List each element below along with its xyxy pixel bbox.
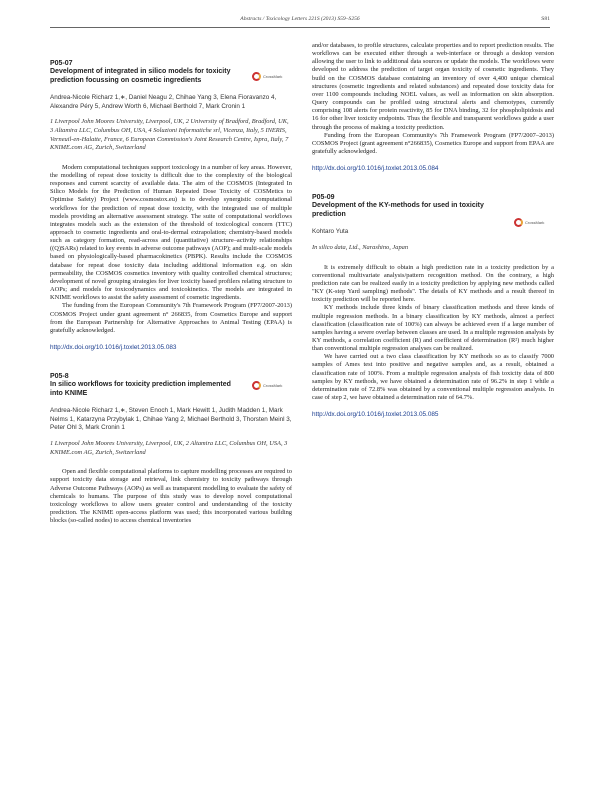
crossmark-label: CrossMark xyxy=(525,219,545,225)
doi-link[interactable]: http://dx.doi.org/10.1016/j.toxlet.2013.05.083 xyxy=(50,344,177,352)
journal-citation: Abstracts / Toxicology Letters 221S (2013) S59–S256 xyxy=(240,16,360,22)
abstract-title: Development of the KY-methods for used in toxicity prediction xyxy=(312,202,484,218)
header-rule xyxy=(50,27,550,28)
crossmark-icon xyxy=(252,381,261,390)
abstract-p05-07 xyxy=(50,60,292,351)
abstract-p05-8 xyxy=(50,373,292,525)
paragraph: Funding from the European Community's 7th Framework Program (FP7/2007–2013) COSMOS Project (grant agreement n°266835), Cosmetics Europe and support from EPAA are gratefully acknowledged. xyxy=(312,131,554,156)
paragraph: Open and flexible computational platforms to capture modelling processes are required to support toxicity data storage and retrieval, link chemistry to toxicity pathways through Adverse Outcome Pathways (AOPs) as well as transparent modelling to evaluate the safety of chemicals to humans. The purpose of this study was to develop novel computational toxicology workflows to allow users greater control and understanding of the toxicity prediction. The KNIME open-access platform was used; this incorporated various building blocks (so-called nodes) to access chemical inventories xyxy=(50,468,292,525)
author-list: Kohtaro Yuta xyxy=(312,228,349,236)
crossmark-label: CrossMark xyxy=(263,73,283,79)
abstract-code: P05-09 xyxy=(312,194,335,202)
crossmark-label: CrossMark xyxy=(263,382,283,388)
paragraph: We have carried out a two class classification by KY methods so as to classify 7000 samples of Ames test into positive and negative samples and, as a result, obtained a classification rate of 100%. From a multiple regression analysis of fish toxicity data of 800 samples by KY methods, we have obtained a determination rate of 96.2% in step 1 while a determination rate of 72.8% was obtained by a conventional multiple regression analysis. In case of step 2, we have obtained a determination rate of 64.7%. xyxy=(312,353,554,402)
crossmark-badge[interactable] xyxy=(252,70,290,82)
continued-abstract-body xyxy=(312,42,554,156)
left-column xyxy=(50,34,292,534)
abstract-code: P05-07 xyxy=(50,60,73,67)
abstract-code: P05-8 xyxy=(50,373,69,381)
paragraph: Modern computational techniques support toxicology in a number of key areas. However, the modelling of repeat dose toxicity is difficult due to the complexity of the biological responses and current scarcity of available data. The aim of the COSMOS (Integrated In Silico Models for the Prediction of Human Repeated Dose Toxicity of COSMetics to Optimise Safety) Project (www.cosmostox.eu) is to develop synergistic computational workflows for the prediction of repeat dose toxicity, with the integrated use of multiple models providing an alternative assessment strategy. The suite of computational workflows integrates models such as the extension of the threshold of toxicological concern (TTC) approach to cosmetic ingredients and oral-to-dermal extrapolation; chemistry-based models such as category formation, read-across and (quantitative) structure–activity relationships ((Q)SARs) related to key events in adverse outcome pathways (AOP); and multi-scale models based on physiologically-based pharmacokinetics (PBPK). Results include the COSMOS database for repeat dose toxicity data including additional information e.g. on skin permeability, the COSMOS cosmetics inventory with quality controlled chemical structures; development of novel grouping strategies for liver toxicity based profilers relating structure to AOPs; and models for toxicodynamics and toxicokinetics. The models are integrated in KNIME workflows to assist the safety assessment of cosmetic ingredients. xyxy=(50,163,292,302)
page-number: S81 xyxy=(541,16,550,22)
affiliations: 1 Liverpool John Moores University, Liverpool, UK, 2 Altamira LLC, Columbus OH, USA, 3 KNIME.com AG, Zurich, Switzerland xyxy=(50,440,288,456)
abstract-title: Development of integrated in silico models for toxicity prediction focussing on cosmetic ingredients xyxy=(50,68,231,84)
doi-link[interactable]: http://dx.doi.org/10.1016/j.toxlet.2013.05.084 xyxy=(312,165,439,173)
affiliations: 1 Liverpool John Moores University, Liverpool, UK, 2 University of Bradford, Bradford, UK, 3 Altamira LLC, Columbus OH, USA, 4 Soluzioni Informatiche srl, Vicenza, Italy, 5 INERIS, Verneuil-en-Halatte, France, 6 European Commission's Joint Research Centre, Ispra, Italy, 7 KNIME.com AG, Zurich, Switzerland xyxy=(50,118,289,152)
doi-link[interactable]: http://dx.doi.org/10.1016/j.toxlet.2013.05.085 xyxy=(312,411,439,419)
abstract-body xyxy=(50,468,292,525)
paragraph: The funding from the European Community's 7th Framework Program (FP7/2007-2013) COSMOS Project under grant agreement n° 266835, from Cosmetics Europe and support from the European Partnership for Alternative Approaches to Animal Testing (EPAA) is gratefully acknowledged. xyxy=(50,302,292,334)
paragraph: It is extremely difficult to obtain a high prediction rate in a toxicity prediction by a conventional multivariate analysis/pattern recognition method. On the contrary, a high prediction rate can be realized easily in a toxicity prediction by applying new methods called "KY (K-step Yard sampling) methods". The details of KY methods and a result thereof in toxicity prediction will be reported here. xyxy=(312,263,554,304)
crossmark-icon xyxy=(252,72,261,81)
abstract-title: In silico workflows for toxicity prediction implemented into KNIME xyxy=(50,381,231,397)
author-list: Andrea-Nicole Richarz 1,∗, Steven Enoch 1, Mark Hewitt 1, Judith Madden 1, Mark Nelms 1, Katarzyna Przybylak 1, Chihae Yang 2, Michael Berthold 3, Thorsten Meinl 3, Peter Ohl 3, Mark Cronin 1 xyxy=(50,407,292,432)
abstract-body xyxy=(50,164,292,335)
paragraph: KY methods include three kinds of binary classification methods and three kinds of multiple regression methods. In a binary classification by KY methods, almost a perfect classification (classification rate of 100%) can always be achieved even if a large number of samples having a severe overlap between classes are used. In a multiple regression analysis by KY methods, a correlation coefficient (R) and coefficient of determination (R²) much higher than conventional multiple regression analyses can be realized. xyxy=(312,304,554,353)
crossmark-badge[interactable] xyxy=(252,379,290,391)
right-column xyxy=(312,34,554,427)
crossmark-icon xyxy=(514,218,523,227)
author-list: Andrea-Nicole Richarz 1,∗, Daniel Neagu 2, Chihae Yang 3, Elena Fioravanzo 4, Alexandre Péry 5, Andrew Worth 6, Michael Berthold 7, Mark Cronin 1 xyxy=(50,94,277,110)
abstract-p05-09 xyxy=(312,194,554,418)
abstract-body xyxy=(312,264,554,403)
running-header xyxy=(50,14,550,28)
affiliations: In silico data, Ltd., Narashino, Japan xyxy=(312,243,409,251)
paragraph: and/or databases, to profile structures, calculate properties and to report prediction results. The workflows can be executed either through a web-interface or through a desktop version allowing the user to link to additional data sources or update the models. The workflows were developed to address the prediction of target organ toxicity of cosmetic ingredients. They build on the COSMOS database containing an inventory of over 4,400 unique chemical structures (cosmetic ingredients and related substances) and repeated dose toxicity data for over 1100 compounds including NOEL values, as well as information on skin absorption. Query compounds can be profiled using structural alerts and chemotypes, currently comprising 108 alerts for protein reactivity, 85 for DNA binding, 32 for phospholipidosis and 16 for other liver toxicity endpoints. Thus the flexible and transparent workflows guide a user through the process of making a toxicity prediction. xyxy=(312,42,554,131)
crossmark-badge[interactable] xyxy=(514,216,552,228)
